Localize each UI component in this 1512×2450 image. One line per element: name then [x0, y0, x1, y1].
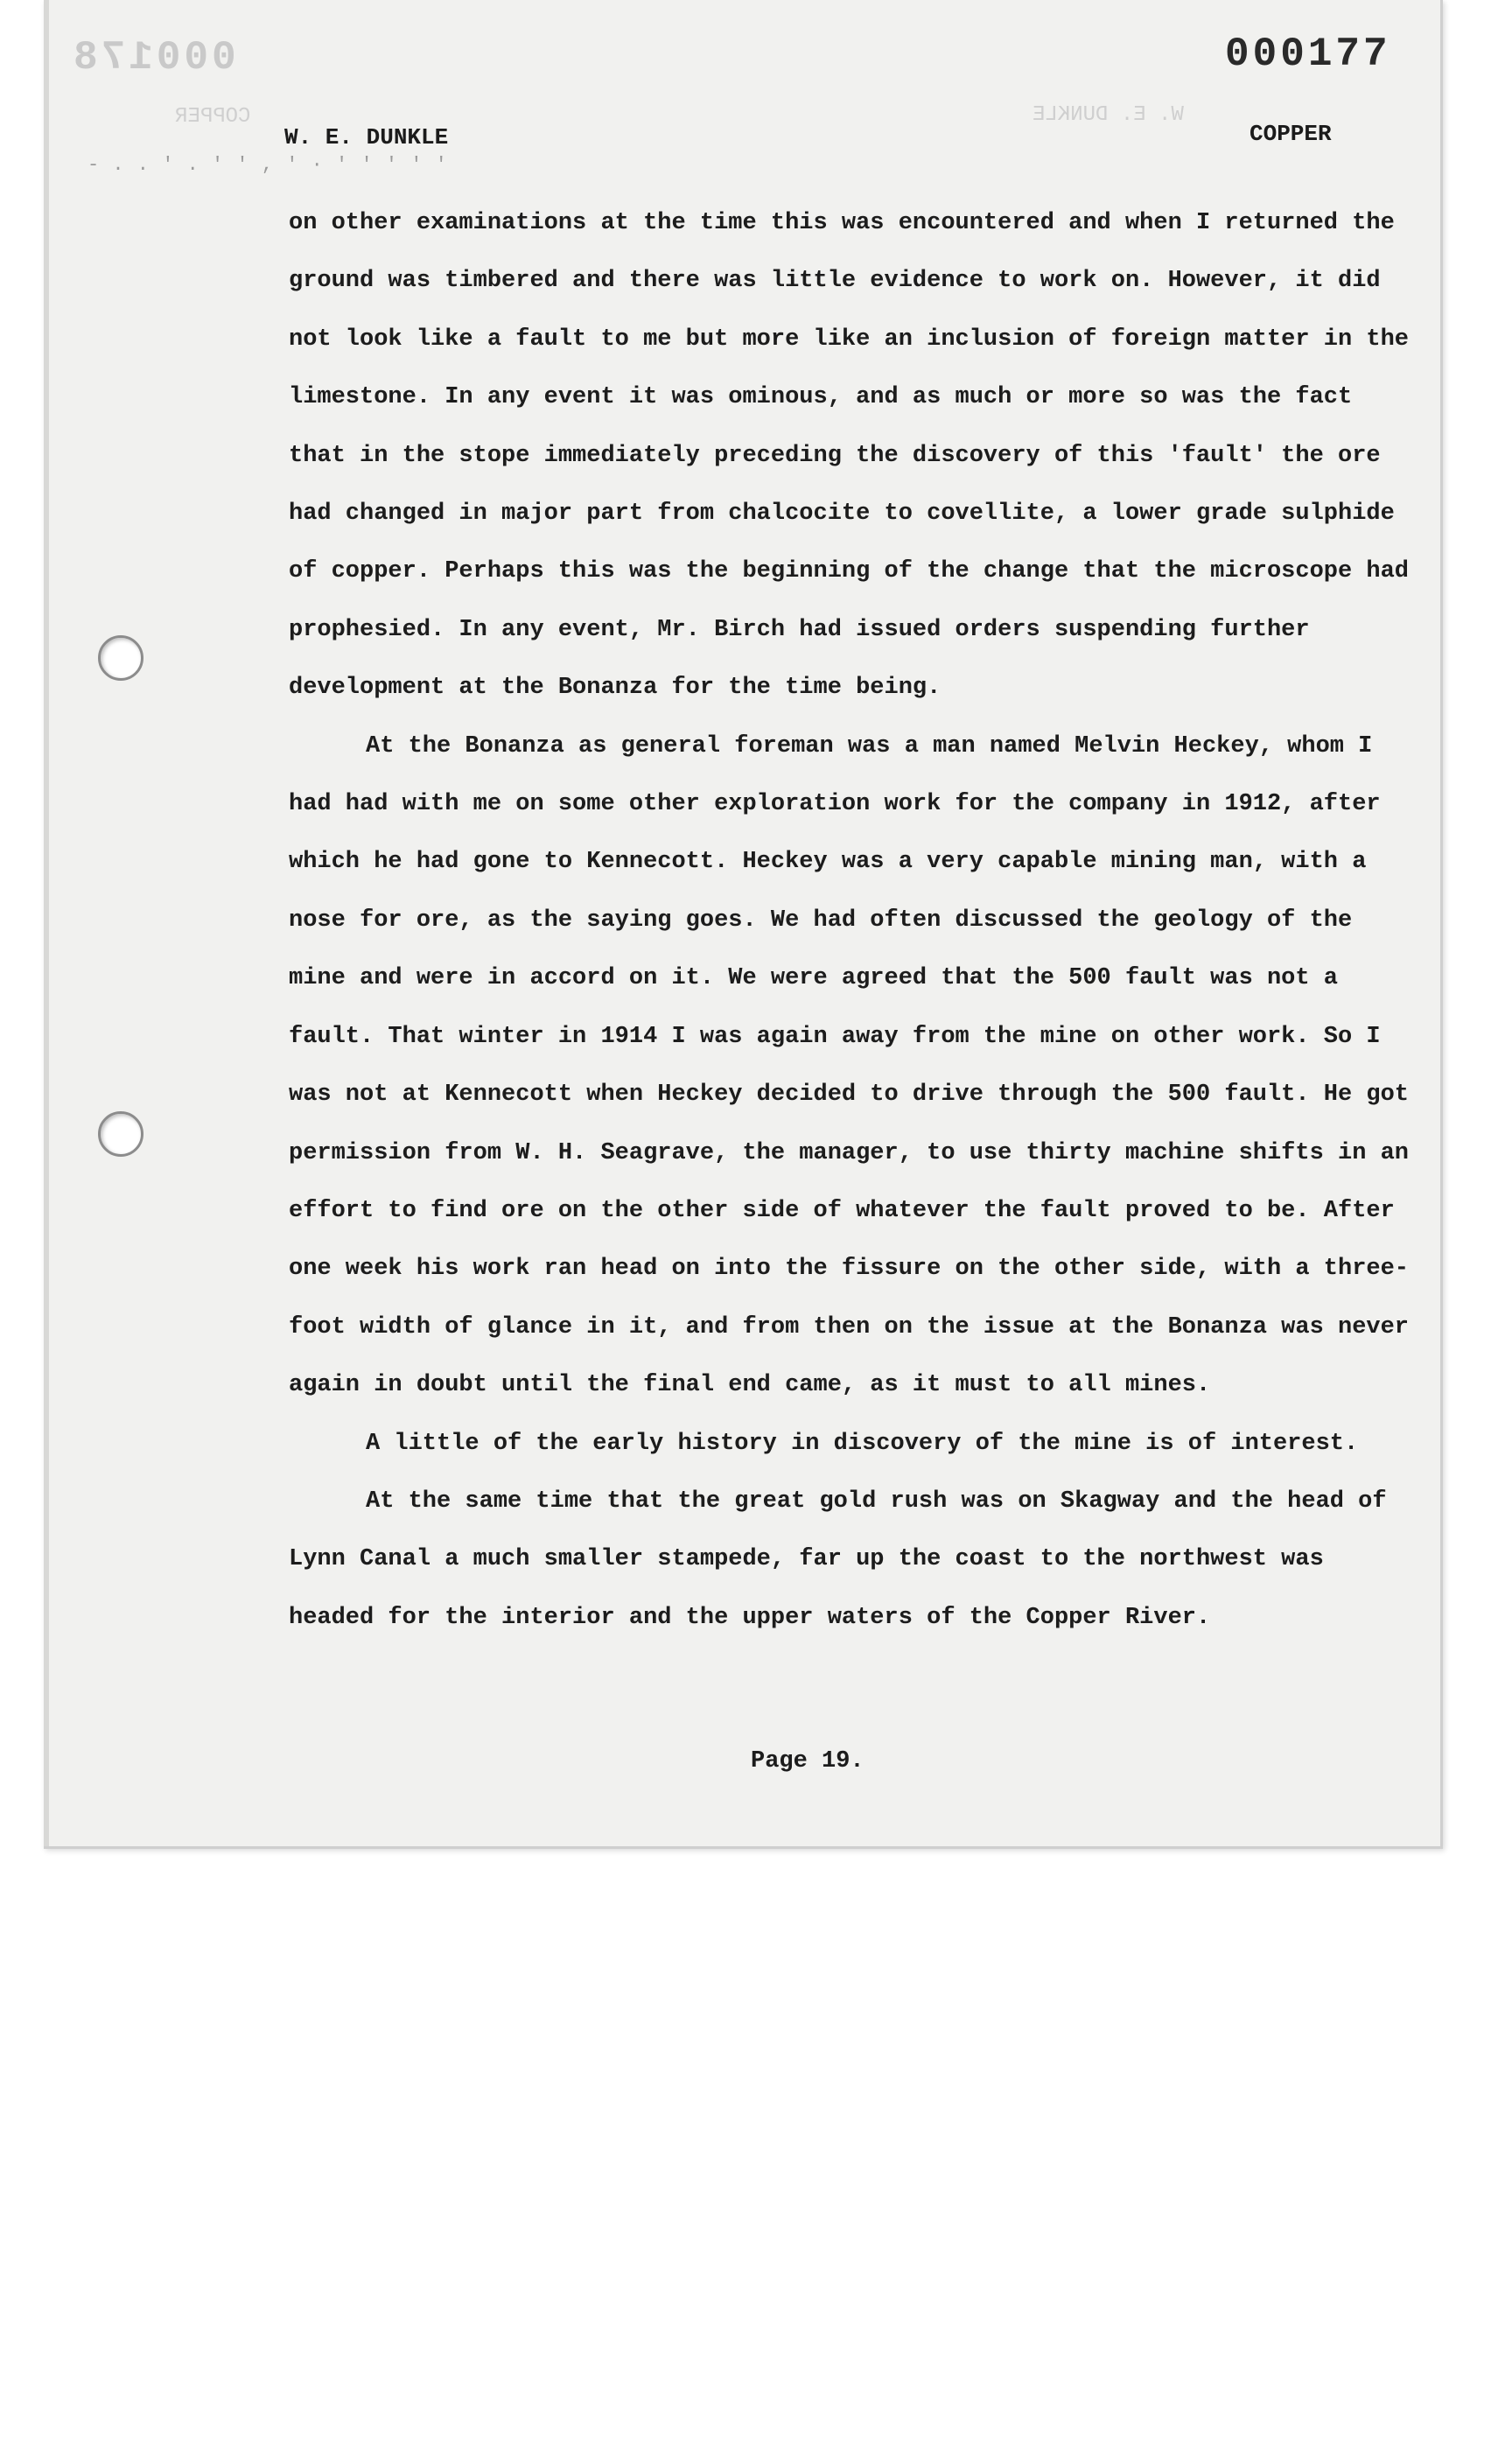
ghost-stamp-number: 000178 [70, 35, 236, 80]
paragraph-3: A little of the early history in discovery of the mine is of interest. [366, 1430, 1359, 1457]
stamp-number: 000177 [1225, 32, 1391, 77]
paragraph-1: on other examinations at the time this was encountered and when I returned the ground was timbered and there was little evidence to work on. However, it did not look like a fault to me but more like an inclusion of foreign matter in the limestone. In any event it was ominous, and as much or more so was the fact that in the stope immediately preceding the discovery of this 'fault' the ore had changed in major part from chalcocite to covellite, a lower grade sulphide of copper. Perhaps this was the beginning of the change that the microscope had prophesied. In any event, Mr. Birch had issued orders suspending further development at the Bonanza for the time being. [289, 210, 1410, 702]
body-text [289, 194, 1409, 1647]
ghost-header-left: COPPER [175, 105, 251, 129]
ghost-header-right: W. E. DUNKLE [1032, 103, 1184, 127]
paragraph-4: At the same time that the great gold rush was on Skagway and the head of Lynn Canal a much smaller stampede, far up the coast to the northwest was headed for the interior and the upper waters of the Copper River. [289, 1488, 1387, 1631]
page-edge [44, 0, 49, 1846]
ghost-top-line: - . . ' . ' ' , ' · ' ' ' ' ' [88, 154, 448, 176]
punch-hole-top [98, 635, 144, 681]
header-topic: COPPER [1250, 121, 1332, 147]
header-author: W. E. DUNKLE [284, 124, 449, 150]
paragraph-2: At the Bonanza as general foreman was a man named Melvin Heckey, whom I had had with me on some other exploration work for the company in 1912, after which he had gone to Kennecott. Heckey was a very capable mining man, with a nose for ore, as the saying goes. We had often discussed the geology of the mine and were in accord on it. We were agreed that the 500 fault was not a fault. That winter in 1914 I was again away from the mine on other work. So I was not at Kennecott when Heckey decided to drive through the 500 fault. He got permission from W. H. Seagrave, the manager, to use thirty machine shifts in an effort to find ore on the other side of whatever the fault proved to be. After one week his work ran head on into the fissure on the other side, with a three-foot width of glance in it, and from then on the issue at the Bonanza was never again in doubt until the final end came, as it must to all mines. [289, 732, 1410, 1399]
page-number: Page 19. [751, 1748, 864, 1774]
punch-hole-bottom [98, 1111, 144, 1157]
